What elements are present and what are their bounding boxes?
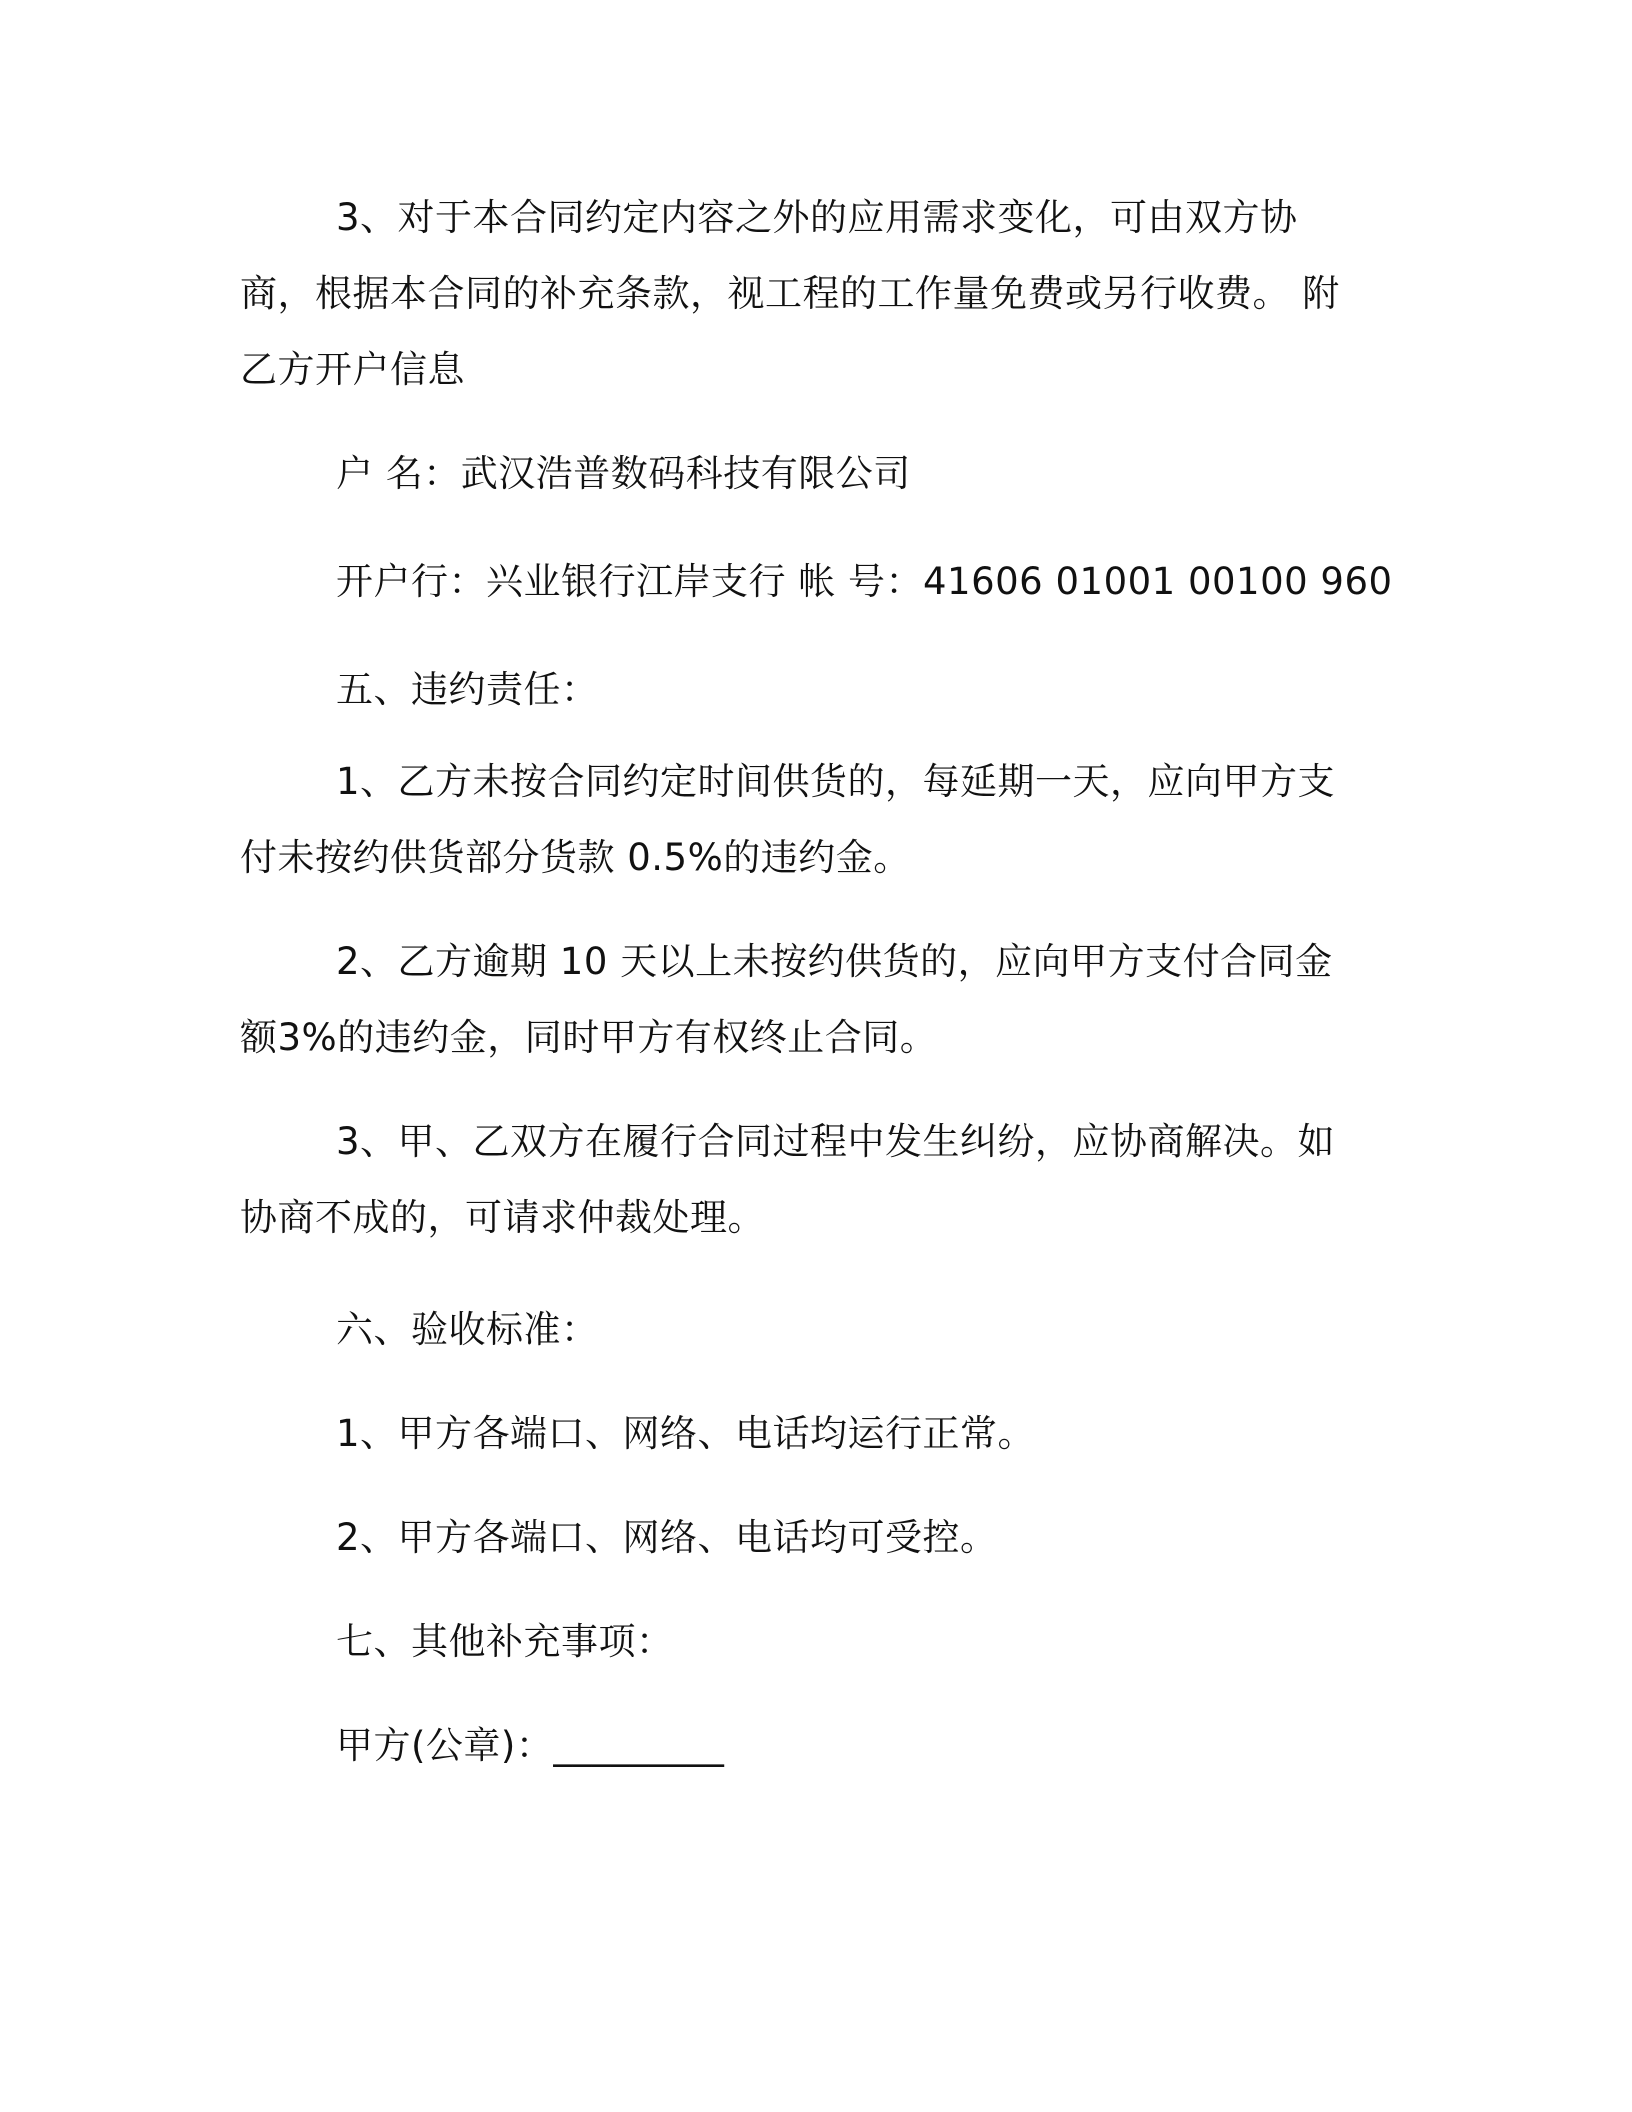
party-a-seal-line: 甲方(公章)：_________ xyxy=(336,1724,725,1767)
section-5-heading: 五、违约责任： xyxy=(336,668,599,711)
clause-3-requirement-changes: 3、对于本合同约定内容之外的应用需求变化，可由双方协商，根据本合同的补充条款，视工程的工作量免费或另行收费。 附乙方开户信息 xyxy=(240,196,1340,391)
bank-account-info: 开户行：兴业银行江岸支行 帐 号：41606 01001 00100 960 xyxy=(336,560,1393,603)
acceptance-criterion-2: 2、甲方各端口、网络、电话均可受控。 xyxy=(336,1516,998,1559)
acceptance-criterion-1: 1、甲方各端口、网络、电话均运行正常。 xyxy=(336,1412,1036,1455)
section-7-heading: 七、其他补充事项： xyxy=(336,1620,674,1663)
penalty-clause-2: 2、乙方逾期 10 天以上未按约供货的，应向甲方支付合同金额3%的违约金，同时甲方有权终止合同。 xyxy=(240,940,1333,1059)
section-6-heading: 六、验收标准： xyxy=(336,1308,599,1351)
penalty-clause-1: 1、乙方未按合同约定时间供货的，每延期一天，应向甲方支付未按约供货部分货款 0.5%的违约金。 xyxy=(240,760,1336,879)
penalty-clause-3: 3、甲、乙双方在履行合同过程中发生纠纷，应协商解决。如协商不成的，可请求仲裁处理。 xyxy=(240,1120,1336,1239)
account-name: 户 名：武汉浩普数码科技有限公司 xyxy=(336,452,911,495)
